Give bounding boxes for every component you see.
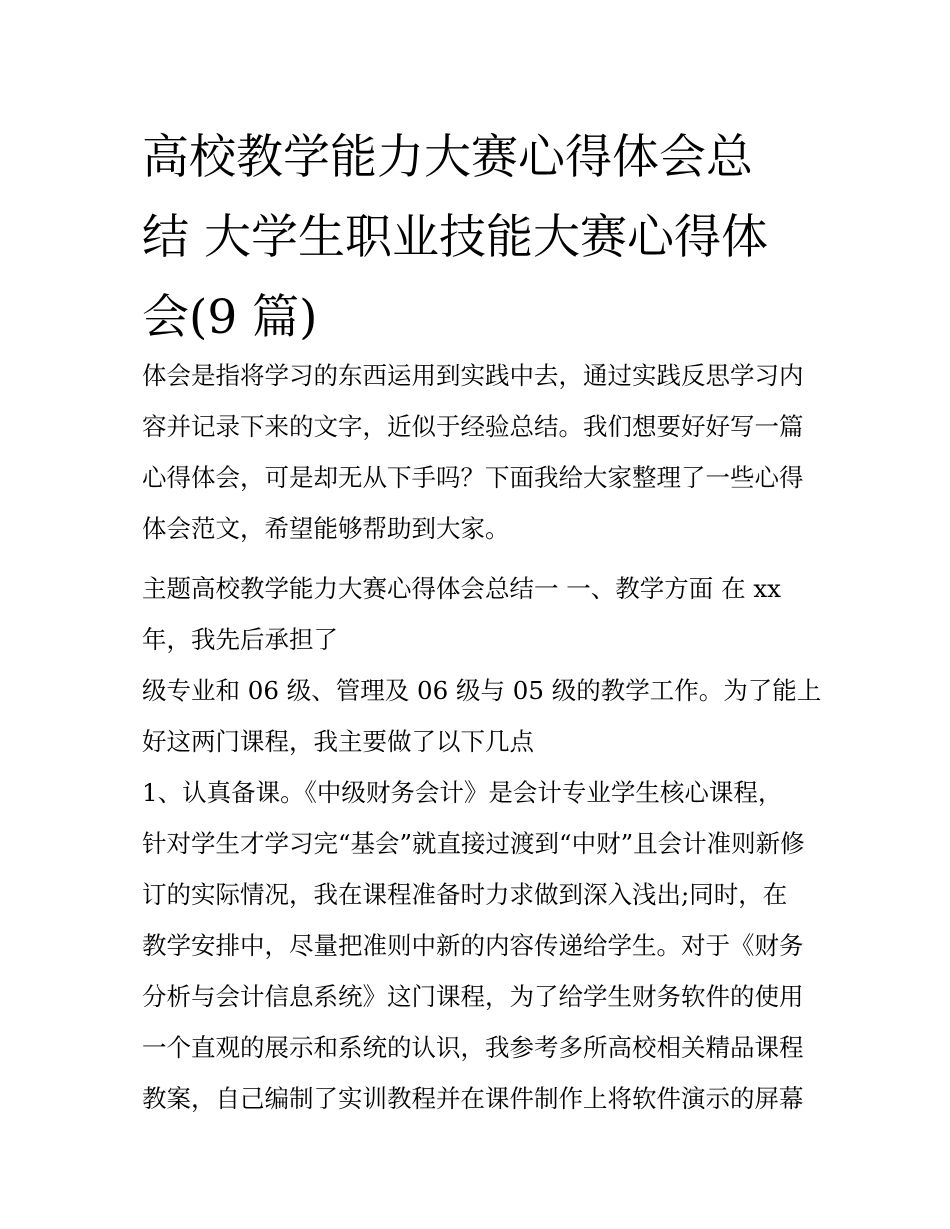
text-line: 分析与会计信息系统》这门课程，为了给学生财务软件的使用: [142, 982, 804, 1011]
text-line: 主题高校教学能力大赛心得体会总结一 一、教学方面 在 xx: [142, 574, 781, 603]
text-line: 级专业和 06 级、管理及 06 级与 05 级的教学工作。为了能上: [142, 676, 822, 705]
text-line: 体会是指将学习的东西运用到实践中去，通过实践反思学习内: [142, 361, 804, 390]
text-line: 教案，自己编制了实训教程并在课件制作上将软件演示的屏幕: [142, 1084, 804, 1113]
text-line: 订的实际情况，我在课程准备时力求做到深入浅出;同时，在: [142, 880, 788, 909]
text-line: 心得体会，可是却无从下手吗？下面我给大家整理了一些心得: [142, 463, 804, 492]
title-line: 结 大学生职业技能大赛心得体: [142, 210, 768, 265]
document-title: [142, 118, 812, 358]
document-body: [142, 350, 822, 1124]
section-paragraph: [142, 563, 822, 1124]
text-line: 好这两门课程，我主要做了以下几点: [142, 727, 534, 756]
text-line: 教学安排中，尽量把准则中新的内容传递给学生。对于《财务: [142, 931, 804, 960]
text-line: 针对学生才学习完“基会”就直接过渡到“中财”且会计准则新修: [142, 829, 805, 858]
text-line: 体会范文，希望能够帮助到大家。: [142, 514, 510, 543]
text-line: 一个直观的展示和系统的认识，我参考多所高校相关精品课程: [142, 1033, 804, 1062]
title-line: 会(9 篇): [142, 290, 318, 345]
title-line: 高校教学能力大赛心得体会总: [142, 130, 753, 185]
text-line: 年，我先后承担了: [142, 625, 338, 654]
text-line: 1、认真备课。《中级财务会计》是会计专业学生核心课程，: [142, 778, 783, 807]
text-line: 容并记录下来的文字，近似于经验总结。我们想要好好写一篇: [142, 412, 804, 441]
intro-paragraph: [142, 350, 817, 554]
